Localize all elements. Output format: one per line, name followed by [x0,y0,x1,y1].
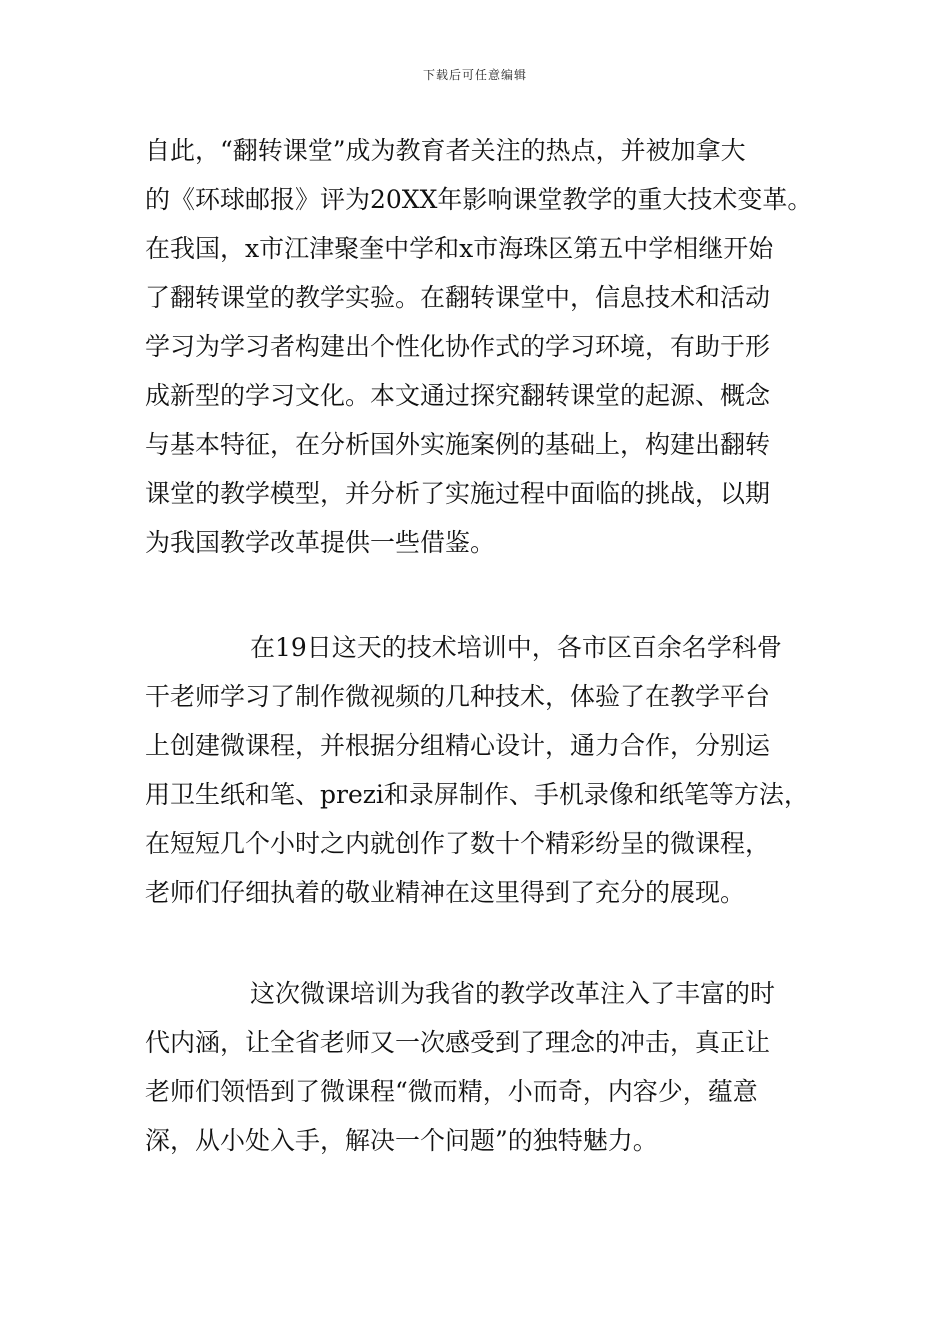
text-line: 老师们领悟到了微课程“微而精，小而奇，内容少，蕴意 [145,1077,758,1106]
text-line: 了翻转课堂的教学实验。在翻转课堂中，信息技术和活动 [145,283,771,312]
text-line: 课堂的教学模型，并分析了实施过程中面临的挑战，以期 [145,479,771,508]
text-line: 干老师学习了制作微视频的几种技术，体验了在教学平台 [145,682,771,711]
text-line: 在19日这天的技术培训中，各市区百余名学科骨 [250,633,782,662]
text-line: 与基本特征，在分析国外实施案例的基础上，构建出翻转 [145,430,771,459]
text-line: 自此，“翻转课堂”成为教育者关注的热点，并被加拿大 [145,136,746,165]
text-line: 学习为学习者构建出个性化协作式的学习环境，有助于形 [145,332,771,361]
text-line: 成新型的学习文化。本文通过探究翻转课堂的起源、概念 [145,381,771,410]
text-line: 深，从小处入手，解决一个问题”的独特魅力。 [145,1126,658,1155]
text-line: 老师们仔细执着的敬业精神在这里得到了充分的展现。 [145,878,746,907]
text-line: 用卫生纸和笔、prezi和录屏制作、手机录像和纸笔等方法， [145,780,809,809]
text-line: 的《环球邮报》评为20XX年影响课堂教学的重大技术变革。 [145,185,813,214]
text-line: 在短短几个小时之内就创作了数十个精彩纷呈的微课程， [145,829,771,858]
text-line: 代内涵，让全省老师又一次感受到了理念的冲击，真正让 [145,1028,771,1057]
paragraph-technical-training [145,623,825,917]
text-line: 为我国教学改革提供一些借鉴。 [145,528,496,557]
paragraph-flipped-classroom-intro [145,126,825,567]
text-line: 这次微课培训为我省的教学改革注入了丰富的时 [250,979,776,1008]
text-line: 上创建微课程，并根据分组精心设计，通力合作，分别运 [145,731,771,760]
page-header: 下载后可任意编辑 [422,68,527,82]
text-line: 在我国，x市江津聚奎中学和x市海珠区第五中学相继开始 [145,234,774,263]
paragraph-microcourse-training [145,969,825,1165]
